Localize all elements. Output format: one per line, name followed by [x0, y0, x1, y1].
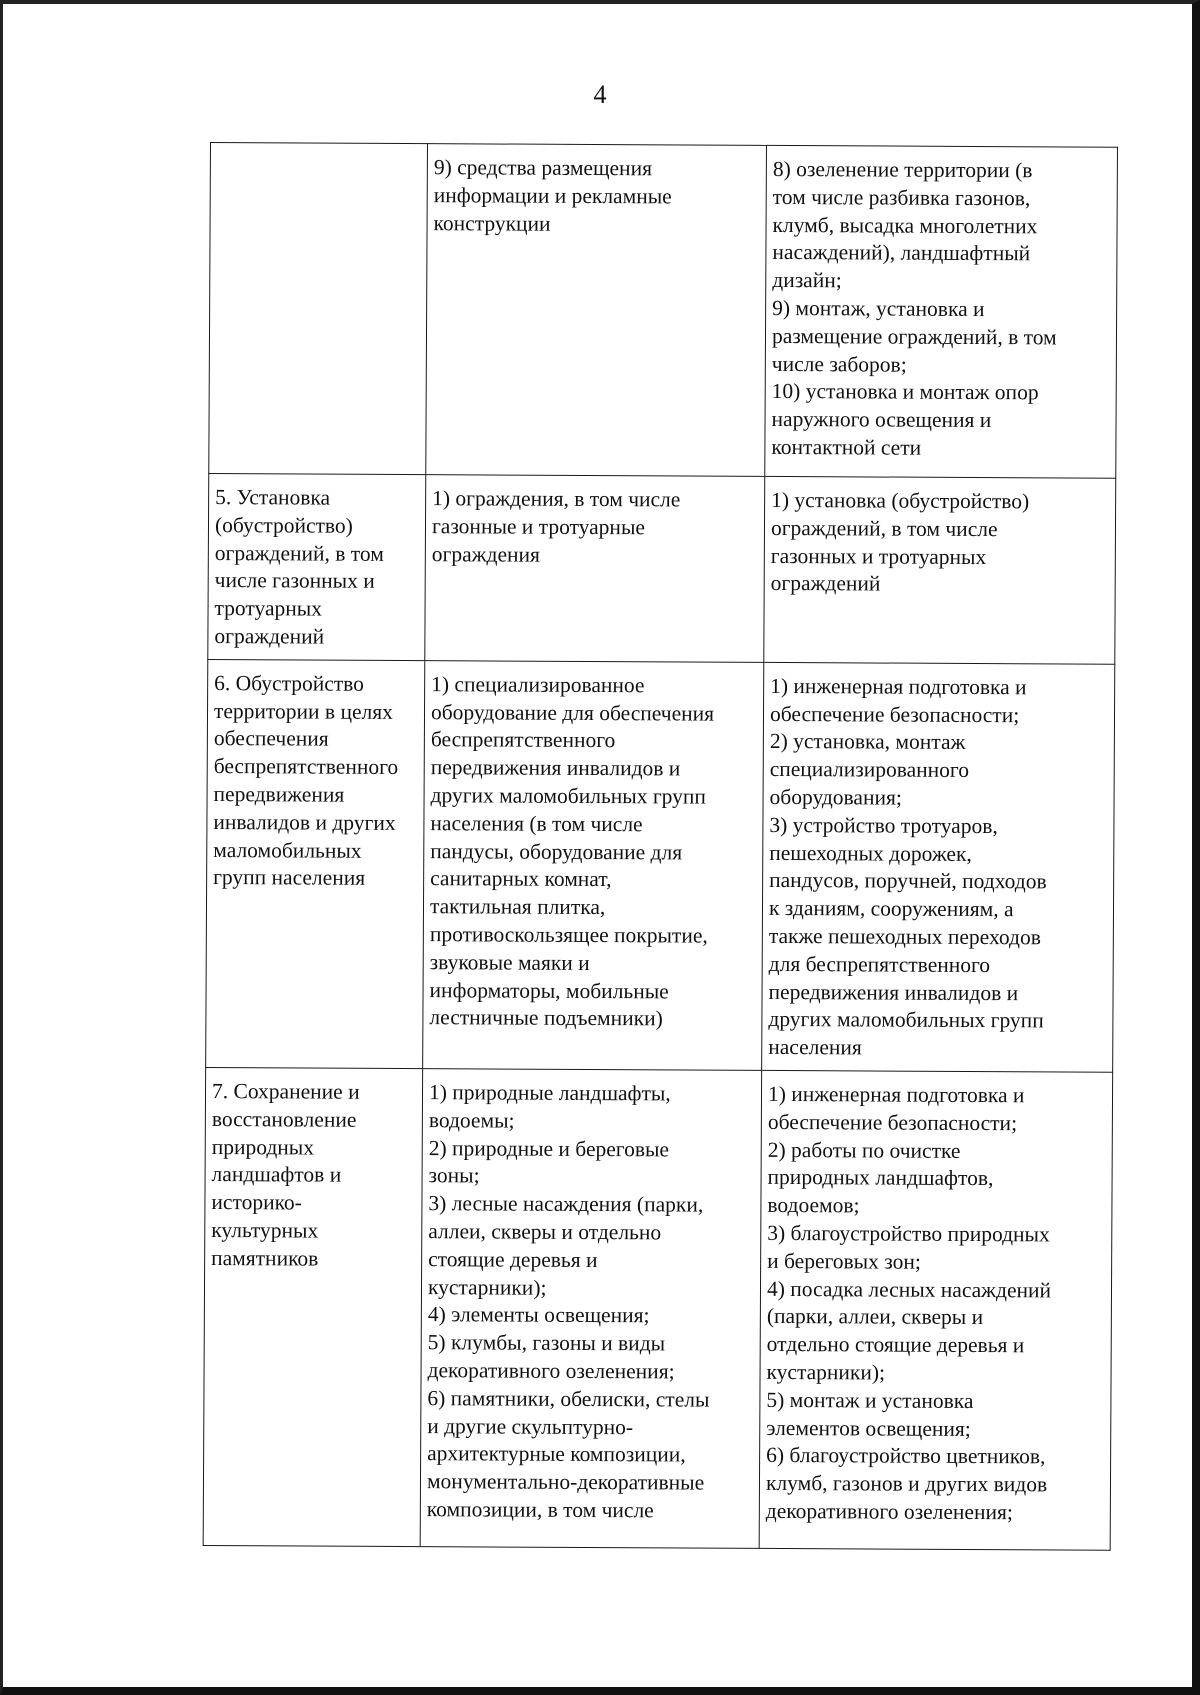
table-cell-category	[209, 143, 428, 475]
table-row	[208, 473, 1116, 664]
table-cell-works: 8) озеленение территории (в том числе разбивка газонов, клумб, высадка многолетних насаждений), ландшафтный дизайн; 9) монтаж, установка и размещение ограждений, в том числе заборов; 10) установка и монтаж опор наружного освещения и контактной сети	[765, 145, 1118, 478]
table-cell-category: 6. Обустройство территории в целях обеспечения беспрепятственного передвижения инвалидов и других маломобильных групп населения	[206, 659, 425, 1068]
table-cell-elements: 1) ограждения, в том числе газонные и тротуарные ограждения	[425, 475, 765, 663]
table-row	[209, 143, 1118, 479]
table-cell-elements: 1) природные ландшафты, водоемы; 2) природные и береговые зоны; 3) лесные насаждения (парки, аллеи, скверы и отдельно стоящие деревья и кустарники); 4) элементы освещения; 5) клумбы, газоны и виды декоративного озеленения; 6) памятники, обелиски, стелы и другие скульптурно- архитектурные композиции, монументально-декоративные композиции, в том числе	[420, 1069, 761, 1549]
page-number: 4	[593, 80, 607, 109]
table-cell-elements: 1) специализированное оборудование для обеспечения беспрепятственного передвижения инвалидов и других маломобильных групп населения (в том числе пандусы, оборудование для санитарных комнат, тактильная плитка, противоскользящее покрытие, звуковые маяки и информаторы, мобильные лестничные подъемники)	[423, 660, 764, 1070]
table-cell-category: 7. Сохранение и восстановление природных ландшафтов и историко- культурных памятников	[203, 1067, 422, 1546]
table-cell-elements: 9) средства размещения информации и рекламные конструкции	[426, 144, 767, 477]
table-row	[206, 659, 1115, 1072]
table-row	[203, 1067, 1112, 1550]
table-cell-works: 1) установка (обустройство) ограждений, в том числе газонных и тротуарных ограждений	[764, 476, 1116, 664]
works-table	[203, 142, 1118, 1551]
table-cell-works: 1) инженерная подготовка и обеспечение безопасности; 2) установка, монтаж специализированного оборудования; 3) устройство тротуаров, пешеходных дорожек, пандусов, поручней, подходов к зданиям, сооружениям, а также пешеходных переходов для беспрепятственного передвижения инвалидов и других маломобильных групп населения	[762, 662, 1115, 1072]
table-cell-category: 5. Установка (обустройство) ограждений, в том числе газонных и тротуарных ограждений	[208, 473, 426, 660]
table-cell-works: 1) инженерная подготовка и обеспечение безопасности; 2) работы по очистке природных ландшафтов, водоемов; 3) благоустройство природных и береговых зон; 4) посадка лесных насаждений (парки, аллеи, скверы и отдельно стоящие деревья и кустарники); 5) монтаж и установка элементов освещения; 6) благоустройство цветников, клумб, газонов и других видов декоративного озеленения;	[759, 1070, 1112, 1550]
